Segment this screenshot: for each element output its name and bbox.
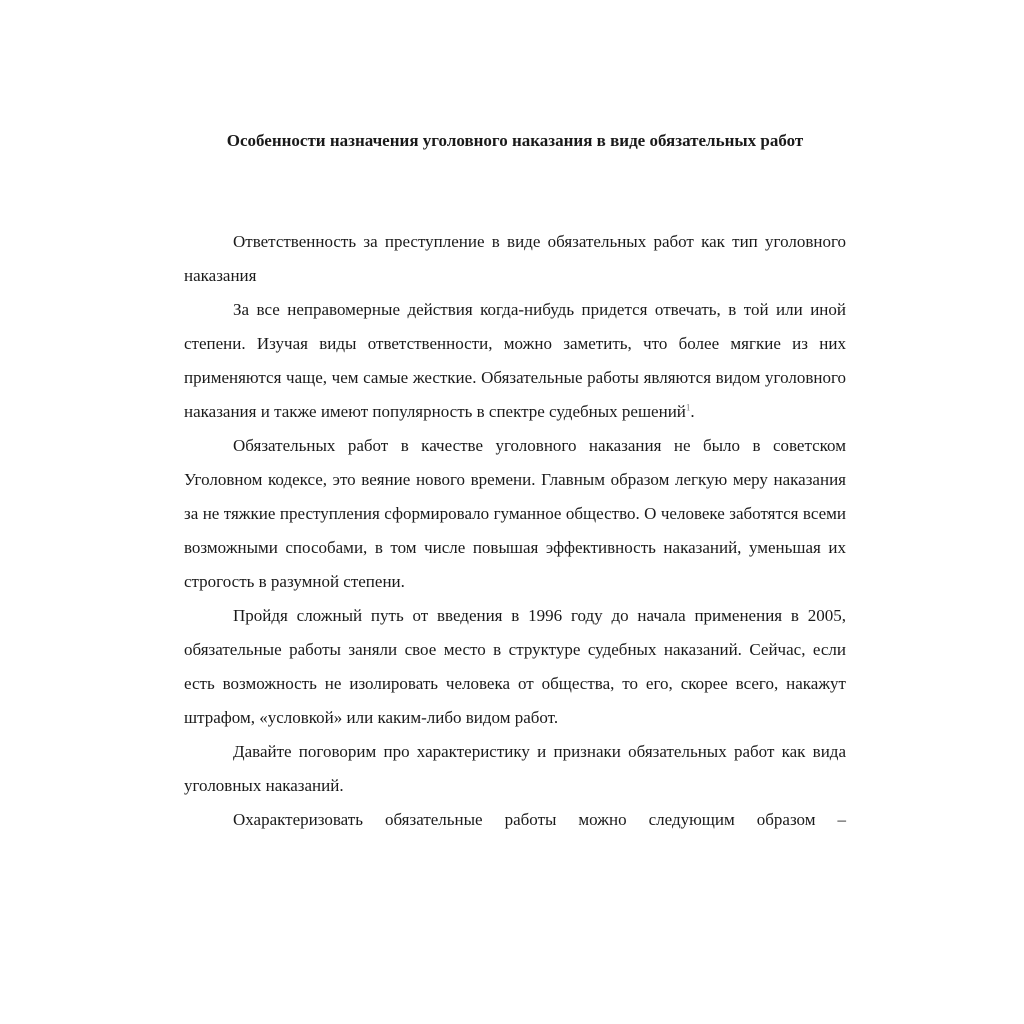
paragraph-tail: . <box>690 402 695 421</box>
document-title: Особенности назначения уголовного наказания в виде обязательных работ <box>226 131 804 150</box>
paragraph <box>184 293 846 429</box>
paragraph: Обязательных работ в качестве уголовного наказания не было в советском Уголовном кодексе, это веяние нового времени. Главным образом легкую меру наказания за не тяжкие преступления сформировало гуманное общество. О человеке заботятся всеми возможными способами, в том числе повышая эффективность наказаний, уменьшая их строгость в разумной степени. <box>184 436 846 591</box>
paragraph: Охарактеризовать обязательные работы можно следующим образом – <box>233 810 846 829</box>
document-body <box>184 225 846 837</box>
cut-off-text <box>184 944 846 954</box>
cut-off-next-line <box>184 944 846 964</box>
paragraph: Пройдя сложный путь от введения в 1996 году до начала применения в 2005, обязательные работы заняли свое место в структуре судебных наказаний. Сейчас, если есть возможность не изолировать человека от общества, то его, скорее всего, накажут штрафом, «условкой» или каким-либо видом работ. <box>184 606 846 727</box>
paragraph-text: За все неправомерные действия когда-нибудь придется отвечать, в той или иной степени. Изучая виды ответственности, можно заметить, что более мягкие из них применяются чаще, чем самые жесткие. Обязательные работы являются видом уголовного наказания и также имеют популярность в спектре судебных решений <box>184 300 846 421</box>
paragraph: Ответственность за преступление в виде обязательных работ как тип уголовного наказания <box>184 232 846 285</box>
paragraph: Давайте поговорим про характеристику и признаки обязательных работ как вида уголовных наказаний. <box>184 742 846 795</box>
footnote-marker[interactable]: 1 <box>685 402 691 413</box>
